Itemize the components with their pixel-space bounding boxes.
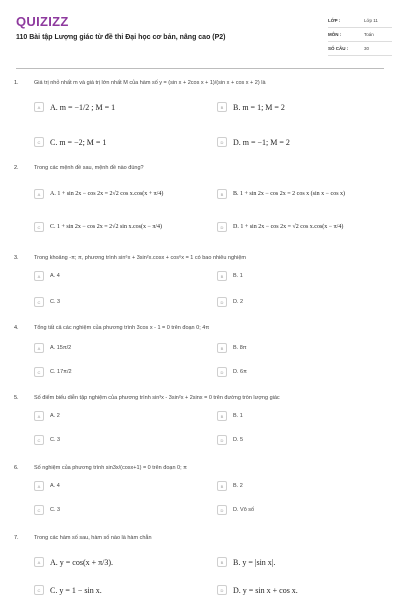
option-key: B [217, 343, 227, 353]
question-text: Tổng tất cả các nghiệm của phương trình 3cos x - 1 = 0 trên đoạn 0; 4π [34, 325, 210, 331]
option-b[interactable] [217, 341, 247, 355]
question-text: Số điểm biểu diễn tập nghiệm của phương trình sin³x - 3sin²x + 2sinx = 0 trên đường tròn lượng giác [34, 395, 280, 401]
option-d[interactable] [217, 365, 247, 379]
option-text: D. 1 + sin 2x − cos 2x = √2 cos x.cos(x − π/4) [233, 224, 344, 230]
option-key: D [217, 137, 227, 147]
option-key: C [34, 367, 44, 377]
meta-table [328, 14, 392, 56]
question-text: Trong khoảng -π; π, phương trình sin⁶x + 3sin²x.cosx + cos⁶x = 1 có bao nhiêu nghiệm [34, 255, 246, 261]
option-a[interactable] [34, 100, 115, 114]
option-text: D. y = sin x + cos x. [233, 585, 298, 595]
option-key: D [217, 505, 227, 515]
question-number: 7. [14, 535, 19, 541]
option-b[interactable] [217, 479, 243, 493]
option-key: C [34, 505, 44, 515]
option-text: A. m = −1/2 ; M = 1 [50, 102, 116, 112]
question-text: Trong các hàm số sau, hàm số nào là hàm chẵn [34, 535, 152, 541]
option-text: A. 4 [50, 273, 60, 279]
meta-row-class [328, 14, 392, 28]
option-a[interactable] [34, 555, 113, 569]
option-key: A [34, 411, 44, 421]
question-number: 2. [14, 165, 19, 171]
option-text: D. Vô số [233, 507, 255, 513]
option-b[interactable] [217, 269, 243, 283]
meta-value: Toán [364, 32, 374, 37]
option-text: D. 2 [233, 299, 244, 305]
option-key: A [34, 189, 44, 199]
quizizz-logo: QUIZIZZ [16, 14, 69, 29]
option-text: B. y = |sin x|. [233, 557, 276, 567]
option-text: C. 17π/2 [50, 369, 72, 375]
document-title: 110 Bài tập Lượng giác từ đề thi Đại học cơ bản, nâng cao (P2) [16, 34, 226, 41]
option-a[interactable] [34, 187, 163, 201]
option-key: B [217, 481, 227, 491]
option-a[interactable] [34, 269, 60, 283]
option-text: D. 5 [233, 437, 244, 443]
option-a[interactable] [34, 341, 71, 355]
option-text: D. 6π [233, 369, 247, 375]
option-c[interactable] [34, 503, 60, 517]
option-text: A. 2 [50, 413, 60, 419]
option-c[interactable] [34, 365, 72, 379]
question-number: 4. [14, 325, 19, 331]
option-key: C [34, 137, 44, 147]
option-text: C. 3 [50, 507, 61, 513]
option-d[interactable] [217, 433, 243, 447]
meta-label: MÔN : [328, 32, 342, 37]
option-text: B. 1 [233, 273, 243, 279]
option-key: A [34, 102, 44, 112]
option-c[interactable] [34, 433, 60, 447]
option-text: B. 1 + sin 2x − cos 2x = 2 cos x (sin x − cos x) [233, 191, 346, 197]
option-text: B. 1 [233, 413, 243, 419]
option-key: B [217, 411, 227, 421]
option-text: C. y = 1 − sin x. [50, 585, 102, 595]
option-key: D [217, 585, 227, 595]
meta-label: SỐ CÂU : [328, 46, 349, 51]
option-text: A. 4 [50, 483, 60, 489]
option-c[interactable] [34, 583, 102, 597]
option-d[interactable] [217, 583, 298, 597]
option-key: C [34, 297, 44, 307]
option-text: C. 1 + sin 2x − cos 2x = 2√2 sin x.cos(x − π/4) [50, 224, 163, 230]
option-key: A [34, 557, 44, 567]
option-text: D. m = −1; M = 2 [233, 137, 290, 147]
meta-label: LỚP : [328, 18, 341, 23]
question-text: Giá trị nhỏ nhất m và giá trị lớn nhất M của hàm số y = (sin x + 2cos x + 1)/(sin x + cos x + 2) là [34, 80, 266, 86]
option-key: A [34, 271, 44, 281]
option-c[interactable] [34, 135, 106, 149]
option-key: B [217, 271, 227, 281]
question-number: 3. [14, 255, 19, 261]
option-text: B. 2 [233, 483, 243, 489]
option-key: C [34, 585, 44, 595]
option-key: A [34, 481, 44, 491]
option-key: B [217, 557, 227, 567]
option-b[interactable] [217, 187, 345, 201]
option-key: A [34, 343, 44, 353]
question-text: Trong các mệnh đề sau, mệnh đề nào đúng? [34, 165, 144, 171]
meta-row-count [328, 42, 392, 56]
option-text: A. 15π/2 [50, 345, 72, 351]
option-key: D [217, 367, 227, 377]
question-text: Số nghiệm của phương trình sin3x/(cosx+1) = 0 trên đoạn 0; π [34, 465, 187, 471]
option-text: C. 3 [50, 299, 61, 305]
header-divider [16, 68, 384, 69]
worksheet-header [0, 0, 400, 64]
option-d[interactable] [217, 135, 290, 149]
option-text: C. m = −2; M = 1 [50, 137, 107, 147]
option-b[interactable] [217, 555, 275, 569]
question-number: 1. [14, 80, 19, 86]
option-d[interactable] [217, 503, 254, 517]
option-key: C [34, 222, 44, 232]
option-b[interactable] [217, 100, 285, 114]
option-text: B. 8π [233, 345, 247, 351]
option-key: D [217, 222, 227, 232]
option-key: C [34, 435, 44, 445]
option-d[interactable] [217, 295, 243, 309]
option-c[interactable] [34, 220, 162, 234]
option-key: D [217, 435, 227, 445]
meta-value: 30 [364, 46, 370, 51]
option-key: B [217, 102, 227, 112]
option-c[interactable] [34, 295, 60, 309]
option-d[interactable] [217, 220, 343, 234]
meta-value: Lớp 11 [364, 18, 378, 23]
question-number: 6. [14, 465, 19, 471]
option-key: D [217, 297, 227, 307]
option-text: A. y = cos(x + π/3). [50, 557, 114, 567]
option-a[interactable] [34, 409, 60, 423]
question-number: 5. [14, 395, 19, 401]
option-text: A. 1 + sin 2x − cos 2x = 2√2 cos x.cos(x + π/4) [50, 191, 164, 197]
option-a[interactable] [34, 479, 60, 493]
option-key: B [217, 189, 227, 199]
meta-row-subject [328, 28, 392, 42]
option-b[interactable] [217, 409, 243, 423]
option-text: B. m = 1; M = 2 [233, 102, 285, 112]
option-text: C. 3 [50, 437, 61, 443]
